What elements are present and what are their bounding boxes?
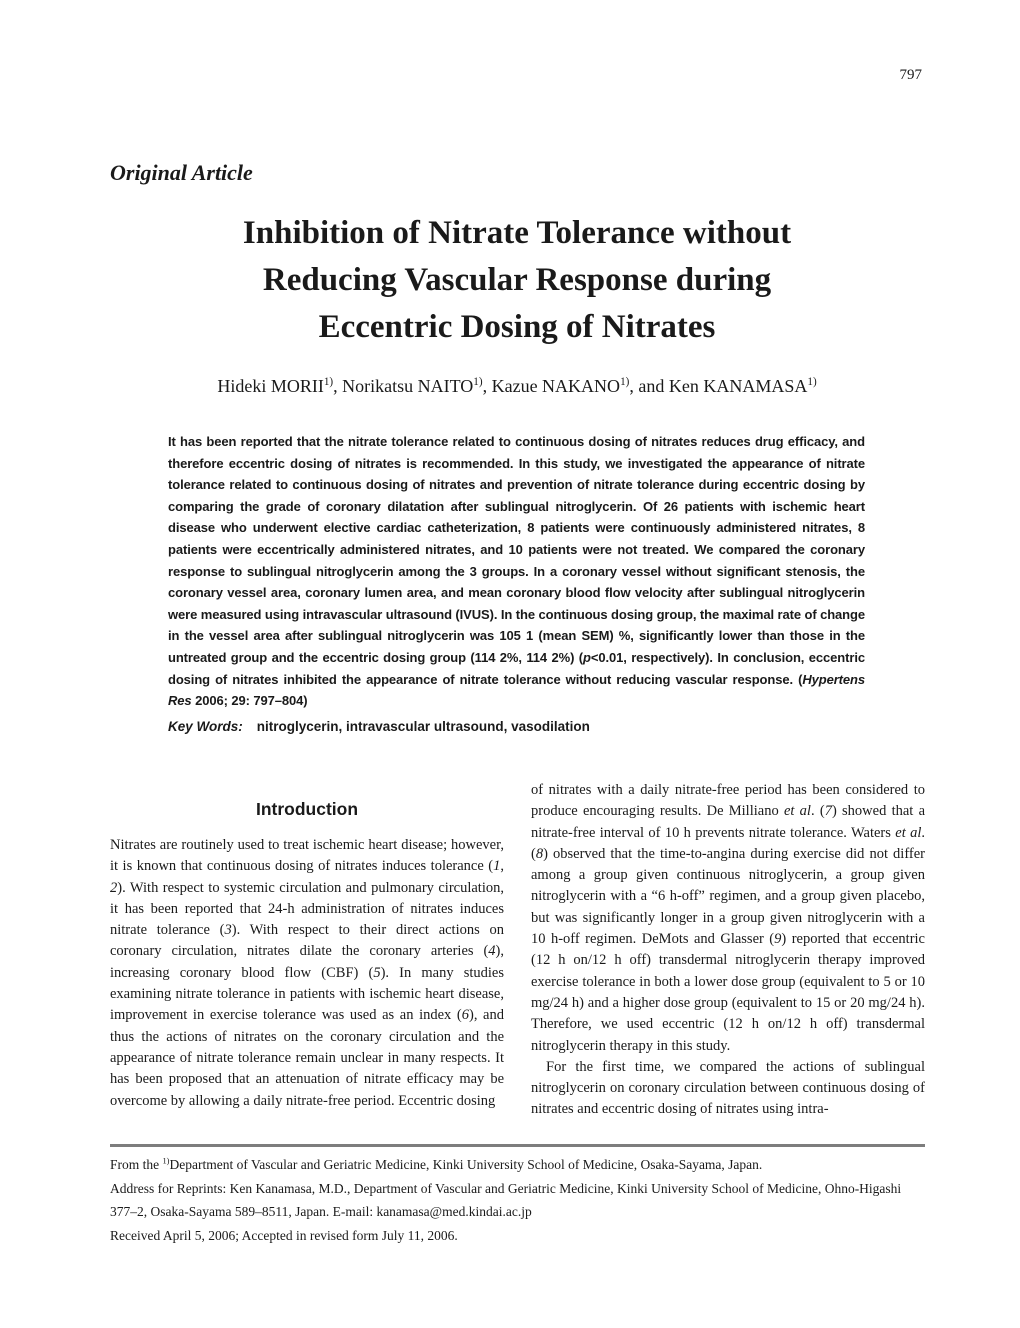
article-type-label: Original Article [110,160,253,185]
affiliation-superscript: 1) [162,1156,170,1166]
page-number: 797 [899,67,922,83]
authors-line: Hideki MORII$^{1)}$, Norikatsu NAITO$^{1)}$, Kazue NAKANO$^{1)}$, and Ken KANAMASA$^{1)}$ [217,376,817,396]
right-column [531,780,925,1121]
reference-number: 6 [461,1007,469,1024]
reference-number: 3 [224,922,232,939]
article-title [102,210,932,351]
title-line-1: Inhibition of Nitrate Tolerance without [242,215,792,251]
footnote-block [110,1144,925,1247]
author-affiliation-superscript: 1) [807,376,817,388]
author-name: Kazue NAKANO [491,376,621,396]
et-al-text: et al [783,803,811,820]
author-name: Ken KANAMASA [668,376,808,396]
footnote-received-dates: Received April 5, 2006; Accepted in revised form July 11, 2006. [110,1227,458,1243]
abstract-paragraph: It has been reported that the nitrate tolerance related to continuous dosing of nitrates reduces drug efficacy, and therefore eccentric dosing of nitrates is recommended. In this study, we investigated the appearance of nitrate tolerance related to continuous dosing of nitrates and prevention of nitrate tolerance during eccentric dosing by comparing the grade of coronary dilatation after sublingual nitroglycerin. Of 26 patients with ischemic heart disease who underwent elective cardiac catheterization, 8 patients were continuously administered nitrates, 8 patients were eccentrically administered nitrates, and 10 patients were not treated. We compared the coronary response to sublingual nitroglycerin among the 3 groups. In a coronary vessel without significant stenosis, the coronary vessel area, coronary lumen area, and mean coronary blood flow velocity after sublingual nitroglycerin were measured using intravascular ultrasound (IVUS). In the continuous dosing group, the maximal rate of change in the vessel area after sublingual nitroglycerin was 105 1 (mean SEM) %, significantly lower than those in the untreated group and the eccentric dosing group (114 2%, 114 2%) (p<0.01, respectively). In conclusion, eccentric dosing of nitrates inhibited the appearance of nitrate tolerance without reducing vascular response. (Hypertens Res 2006; 29: 797–804) [168,434,865,709]
author-affiliation-superscript: 1) [473,376,483,388]
et-al-text: et al [895,824,922,841]
reference-number: 9 [774,931,782,948]
introduction-paragraph-right-1: of nitrates with a daily nitrate-free period has been considered to produce encouraging results. De Milliano et al. (7) showed that a nitrate-free interval of 10 h prevents nitrate tolerance. Waters et al. (8) observed that the time-to-angina during exercise did not differ among a group given continuous nitroglycerin, a group given nitroglycerin with a “6 h-off” regimen, and a group given placebo, but was significantly longer in a group given nitroglycerin with a 10 h-off regimen. DeMots and Glasser (9) reported that eccentric (12 h on/12 h off) transdermal nitroglycerin therapy improved exercise tolerance in both a lower dose group (equivalent to 5 or 10 mg/24 h) and a higher dose group (equivalent to 15 or 20 mg/24 h). Therefore, we used eccentric (12 h on/12 h off) transdermal nitroglycerin therapy in this study. [531,782,925,1054]
footnote-reprints-address: Address for Reprints: Ken Kanamasa, M.D., Department of Vascular and Geriatric Medicine, Kinki University School of Medicine, Ohno-Higashi 377–2, Osaka-Sayama 589–8511, Japan. E-mail: kanamasa@med.kindai.ac.jp [110,1180,902,1219]
journal-citation: Hypertens Res [168,671,865,709]
keywords-text: nitroglycerin, intravascular ultrasound, vasodilation [256,719,590,734]
introduction-paragraph-left: Nitrates are routinely used to treat ischemic heart disease; however, it is known that continuous dosing of nitrates induces tolerance (1, 2). With respect to systemic circulation and pulmonary circulation, it has been reported that 24-h administration of nitrates induces nitrate tolerance (3). With respect to their direct actions on coronary circulation, nitrates dilate the coronary arteries (4), increasing coronary blood flow (CBF) (5). In many studies examining nitrate tolerance in patients with ischemic heart disease, improvement in exercise tolerance was used as an index (6), and thus the actions of nitrates on the coronary circulation and the appearance of nitrate tolerance remain unclear in many respects. It has been proposed that an attenuation of nitrate efficacy may be overcome by allowing a daily nitrate-free period. Eccentric dosing [110,837,505,1109]
reference-number: 8 [535,845,544,862]
author-affiliation-superscript: 1) [323,376,334,388]
reference-number: 4 [488,943,496,960]
reference-number: 5 [373,964,381,981]
author-name: Norikatsu NAITO [342,376,474,396]
title-line-2: Reducing Vascular Response during [262,262,772,298]
reference-number: 7 [824,803,832,820]
keywords-label: Key Words: [168,719,243,734]
introduction-paragraph-right-2: For the first time, we compared the actions of sublingual nitroglycerin on coronary circulation between continuous dosing of nitrates and eccentric dosing of nitrates using intra- [531,1058,925,1118]
reference-number: 1 [493,858,501,875]
author-name: Hideki MORII [217,376,324,396]
footnote-affiliation: From the $^{1)}$Department of Vascular and Geriatric Medicine, Kinki University School of Medicine, Osaka-Sayama, Japan. [110,1156,763,1172]
keywords-line [168,719,865,734]
body-columns [110,780,925,1121]
left-column [110,780,504,1121]
title-line-3: Eccentric Dosing of Nitrates [318,309,716,345]
author-affiliation-superscript: 1) [620,376,630,388]
reference-number: 2 [110,879,118,896]
section-heading-introduction: Introduction [255,799,359,819]
p-value-symbol: p [583,649,591,665]
